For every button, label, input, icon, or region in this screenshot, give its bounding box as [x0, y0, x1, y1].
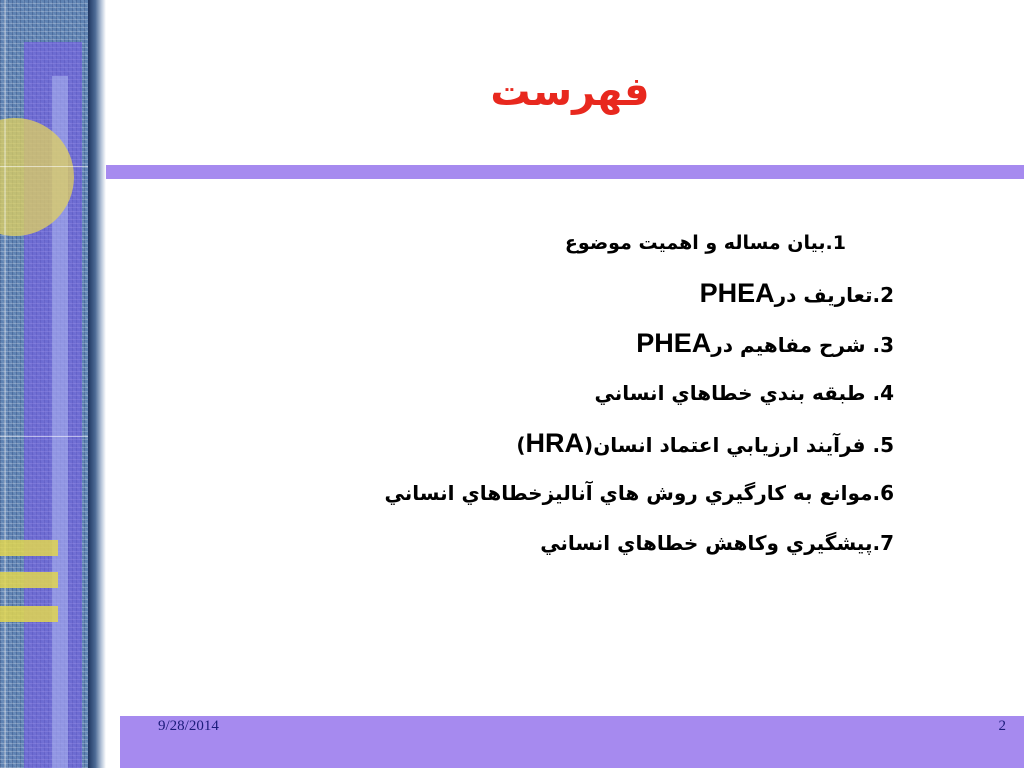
item-text: شرح مفاهيم در: [711, 333, 866, 357]
item-text: پيشگيري وکاهش خطاهاي انساني: [540, 531, 873, 555]
item-number: 7.: [872, 531, 894, 555]
item-number: 5.: [865, 433, 894, 457]
footer-date: 9/28/2014: [158, 718, 219, 734]
decorative-line: [0, 166, 88, 167]
decorative-yellow-bar: [0, 540, 58, 556]
item-text: طبقه بندي خطاهاي انساني: [594, 381, 866, 405]
item-number: 3.: [865, 333, 894, 357]
item-latin-text: HRA: [525, 428, 585, 458]
list-item: [334, 518, 894, 568]
page-number: 2: [998, 718, 1006, 734]
item-text: فرآيند ارزيابي اعتماد انسان(: [584, 433, 866, 457]
list-item: [334, 268, 894, 318]
list-item: [334, 318, 894, 368]
list-item: [334, 368, 894, 418]
decorative-line: [0, 436, 88, 437]
item-latin-text: PHEA: [699, 278, 775, 308]
list-item: [334, 418, 894, 468]
decorative-line: [4, 0, 6, 768]
item-text: بيان مساله و اهميت موضوع: [564, 232, 826, 254]
footer-bar: [120, 716, 1024, 768]
item-latin-text: PHEA: [636, 328, 712, 358]
item-suffix: ): [516, 433, 526, 457]
decorative-yellow-bar: [0, 572, 58, 588]
title-divider: [106, 165, 1024, 179]
item-number: 1.: [825, 232, 846, 254]
item-number: 4.: [865, 381, 894, 405]
list-item: [334, 468, 894, 518]
decorative-panel-shadow: [88, 0, 106, 768]
list-item: [334, 218, 894, 268]
item-text: موانع به کارگيري روش هاي آناليزخطاهاي انساني: [384, 481, 873, 505]
item-number: 6.: [872, 481, 894, 505]
item-text: تعاريف در: [774, 283, 873, 307]
slide-title: فهرست: [490, 69, 650, 115]
item-number: 2.: [872, 283, 894, 307]
table-of-contents: [334, 218, 894, 568]
decorative-yellow-bar: [0, 606, 58, 622]
